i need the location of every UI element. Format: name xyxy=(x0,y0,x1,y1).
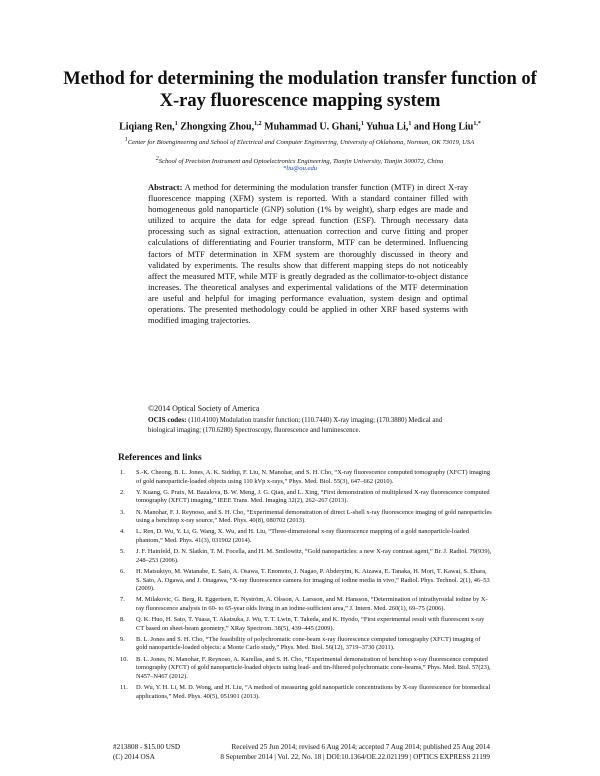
reference-text: M. Milakovic, G. Berg, R. Eggertsen, E. Nyström, A. Olsson, A. Larsson, and M. Hansson, “Determination of intrathyroidal iodine by X-ray fluorescence analysis in 60- to 65-year olds living in an iodine-sufficient area,” J. Intern. Med. 260(1), 69–75 (2006). xyxy=(136,596,488,612)
author-affiliation-mark: 1,* xyxy=(473,121,481,127)
affiliation-text: School of Precision Instrument and Optoelectronics Engineering, Tianjin University, Tianjin 300072, China xyxy=(158,158,444,166)
reference-number: 1. xyxy=(120,469,125,476)
footer-journal: 8 September 2014 | Vol. 22, No. 18 | DOI:10.1364/OE.22.021199 | OPTICS EXPRESS 21199 xyxy=(220,753,490,761)
reference-item xyxy=(112,548,492,565)
reference-text: H. Matsukiyo, M. Watanabe, E. Sato, A. Osawa, T. Enomoto, J. Nagao, P. Abderyim, K. Aizawa, E. Tanaka, H. Mori, T. Kawai, S. Ehara, S. Sato, A. Ogawa, and J. Onagawa, “X-ray fluorescence camera for imaging of iodine media in vivo,” Radiol. Phys. Technol. 2(1), 46–53 (2009). xyxy=(136,567,490,593)
abstract xyxy=(148,182,468,326)
reference-number: 3. xyxy=(120,508,125,516)
abstract-text: A method for determining the modulation transfer function (MTF) in direct X-ray fluorescence mapping (XFM) system is reported. With a standard container filled with homogeneous gold nanoparticle (GNP) solution (1% by weight), sharp edges are made and utilized to acquire the data for edge spread function (ESF). Through necessary data processing such as signal extraction, attenuation correction and curve fitting and proper calculations of differentiating and Fourier transform, MTF can be determined. Influencing factors of MTF determination in XFM system are thoroughly discussed in theory and validated by experiments. The results show that different mapping steps do not noticeably affect the measured MTF, while MTF is greatly degraded as the collimator-to-object distance increases. The theoretical analyses and experimental validations of the MTF determination are useful and helpful for imaging performance evaluation, system design and optimal operations. The presented methodology could be applied in other XRF based systems with modified imaging trajectories. xyxy=(148,182,468,326)
reference-number: 11. xyxy=(120,684,128,691)
paper-title: Method for determining the modulation transfer function of X-ray fluorescence mapping system xyxy=(63,69,537,111)
reference-number: 4. xyxy=(120,528,125,536)
reference-item xyxy=(112,509,492,526)
reference-number: 2. xyxy=(120,488,125,496)
ocis-label: OCIS codes: xyxy=(148,416,187,424)
author-affiliation-mark: 1,2 xyxy=(254,121,262,127)
reference-item xyxy=(112,636,492,653)
abstract-label: Abstract: xyxy=(148,182,183,192)
references-heading: References and links xyxy=(118,453,202,463)
reference-number: 5. xyxy=(120,548,125,556)
copyright-notice: ©2014 Optical Society of America xyxy=(148,404,260,413)
reference-text: D. Wu, Y. H. Li, M. D. Wong, and H. Liu, “A method of measuring gold nanoparticle concentrations by X-ray fluorescence for biomedical applications,” Med. Phys. 40(5), 051901 (2013). xyxy=(136,684,491,700)
author-name: and Hong Liu xyxy=(413,121,474,133)
author-name: Zhongxing Zhou, xyxy=(180,121,255,133)
reference-text: L. Ren, D. Wu, Y. Li, G. Wang, X. Wu, and H. Liu, “Three-dimensional x-ray fluorescence mapping of a gold nanoparticle-loaded phantom,” Med. Phys. 41(3), 031902 (2014). xyxy=(136,528,469,544)
reference-number: 8. xyxy=(120,616,125,624)
reference-item xyxy=(112,469,492,486)
author-affiliation-mark: 1 xyxy=(174,121,178,127)
reference-item xyxy=(112,489,492,506)
footer-row-2 xyxy=(113,752,490,762)
footer-doc-id: #213808 - $15.00 USD xyxy=(113,743,181,751)
affiliation-text: Center for Bioengineering and School of Electrical and Computer Engineering, University of Oklahoma, Norman, OK 73019, USA xyxy=(127,139,475,147)
corresponding-email-link[interactable]: *liu@ou.edu xyxy=(282,165,318,172)
reference-text: S.-K. Cheong, B. L. Jones, A. K. Siddiqi, F. Liu, N. Manohar, and S. H. Cho, “X-ray fluorescence computed tomography (XFCT) imaging of gold nanoparticle-loaded objects using 110 kVp x-rays,” Phys. Med. Biol. 55(3), 647–662 (2010). xyxy=(136,469,491,485)
affiliation-mark: 2 xyxy=(155,156,159,162)
reference-text: J. F. Hainfeld, D. N. Slatkin, T. M. Focella, and H. M. Smilowitz, “Gold nanoparticles: a new X-ray contrast agent,” Br. J. Radiol. 79(939), 248–253 (2006). xyxy=(136,548,492,564)
footer-dates: Received 25 Jun 2014; revised 6 Aug 2014; accepted 7 Aug 2014; published 25 Aug 2014 xyxy=(231,743,490,751)
reference-text: Y. Kuang, G. Pratx, M. Bazalova, B. W. Meng, J. G. Qian, and L. Xing, “First demonstration of multiplexed X-ray fluorescence computed tomography (XFCT) imaging,” IEEE Trans. Med. Imaging 32(2), 262–267 (2013). xyxy=(136,488,490,505)
reference-number: 6. xyxy=(120,567,125,575)
ocis-codes xyxy=(148,415,468,436)
affiliation-1 xyxy=(112,136,487,147)
reference-item xyxy=(112,596,492,613)
ocis-text: (110.4100) Modulation transfer function; (110.7440) X-ray imaging; (170.3880) Medical and biological imaging; (170.6280) Spectroscopy, fluorescence and luminescence. xyxy=(148,417,443,434)
page-footer xyxy=(113,742,490,762)
footer-copyright: (C) 2014 OSA xyxy=(113,753,155,761)
reference-item xyxy=(112,616,492,633)
footer-row-1 xyxy=(113,742,490,752)
reference-text: N. Manohar, F. J. Reynoso, and S. H. Cho, “Experimental demonstration of direct L-shell x-ray fluorescence imaging of gold nanoparticles using a benchtop x-ray source,” Med. Phys. 40(8), 080702 (2013). xyxy=(136,508,492,525)
reference-item xyxy=(112,656,492,682)
reference-number: 9. xyxy=(120,635,125,643)
reference-number: 7. xyxy=(120,596,125,604)
author-affiliation-mark: 1 xyxy=(408,121,412,127)
reference-item xyxy=(112,568,492,594)
reference-text: Q. K. Huo, H. Sato, T. Yuasa, T. Akatsuka, J. Wu, T. T. Lwin, T. Takeda, and K. Hyodo, “First experimental result with fluorescent x-ray CT based on sheet-beam geometry,” XRay Spectrom. 38(5), 439–445 (2009). xyxy=(136,616,485,632)
reference-item xyxy=(112,528,492,545)
author-name: Yuhua Li, xyxy=(365,121,409,133)
reference-list xyxy=(112,469,492,704)
author-name: Liqiang Ren, xyxy=(119,121,175,133)
reference-number: 10. xyxy=(120,655,128,663)
reference-item xyxy=(112,684,492,701)
author-list xyxy=(60,118,540,133)
reference-text: B. L. Jones and S. H. Cho, “The feasibility of polychromatic cone-beam x-ray fluorescence computed tomography (XFCT) imaging of gold nanoparticle-loaded objects: a Monte Carlo study,” Phys. Med. Biol. 56(12), 3719–3730 (2011). xyxy=(136,635,481,652)
author-affiliation-mark: 1 xyxy=(360,121,364,127)
reference-text: B. L. Jones, N. Manohar, F. Reynoso, A. Karellas, and S. H. Cho, “Experimental demonstration of benchtop x-ray fluorescence computed tomography (XFCT) of gold nanoparticle-loaded objects using lead- and tin-filtered polychromatic cone-beams,” Phys. Med. Biol. 57(23), N457–N467 (2012). xyxy=(136,655,491,680)
author-name: Muhammad U. Ghani, xyxy=(264,121,361,133)
affiliation-mark: 1 xyxy=(124,137,128,143)
